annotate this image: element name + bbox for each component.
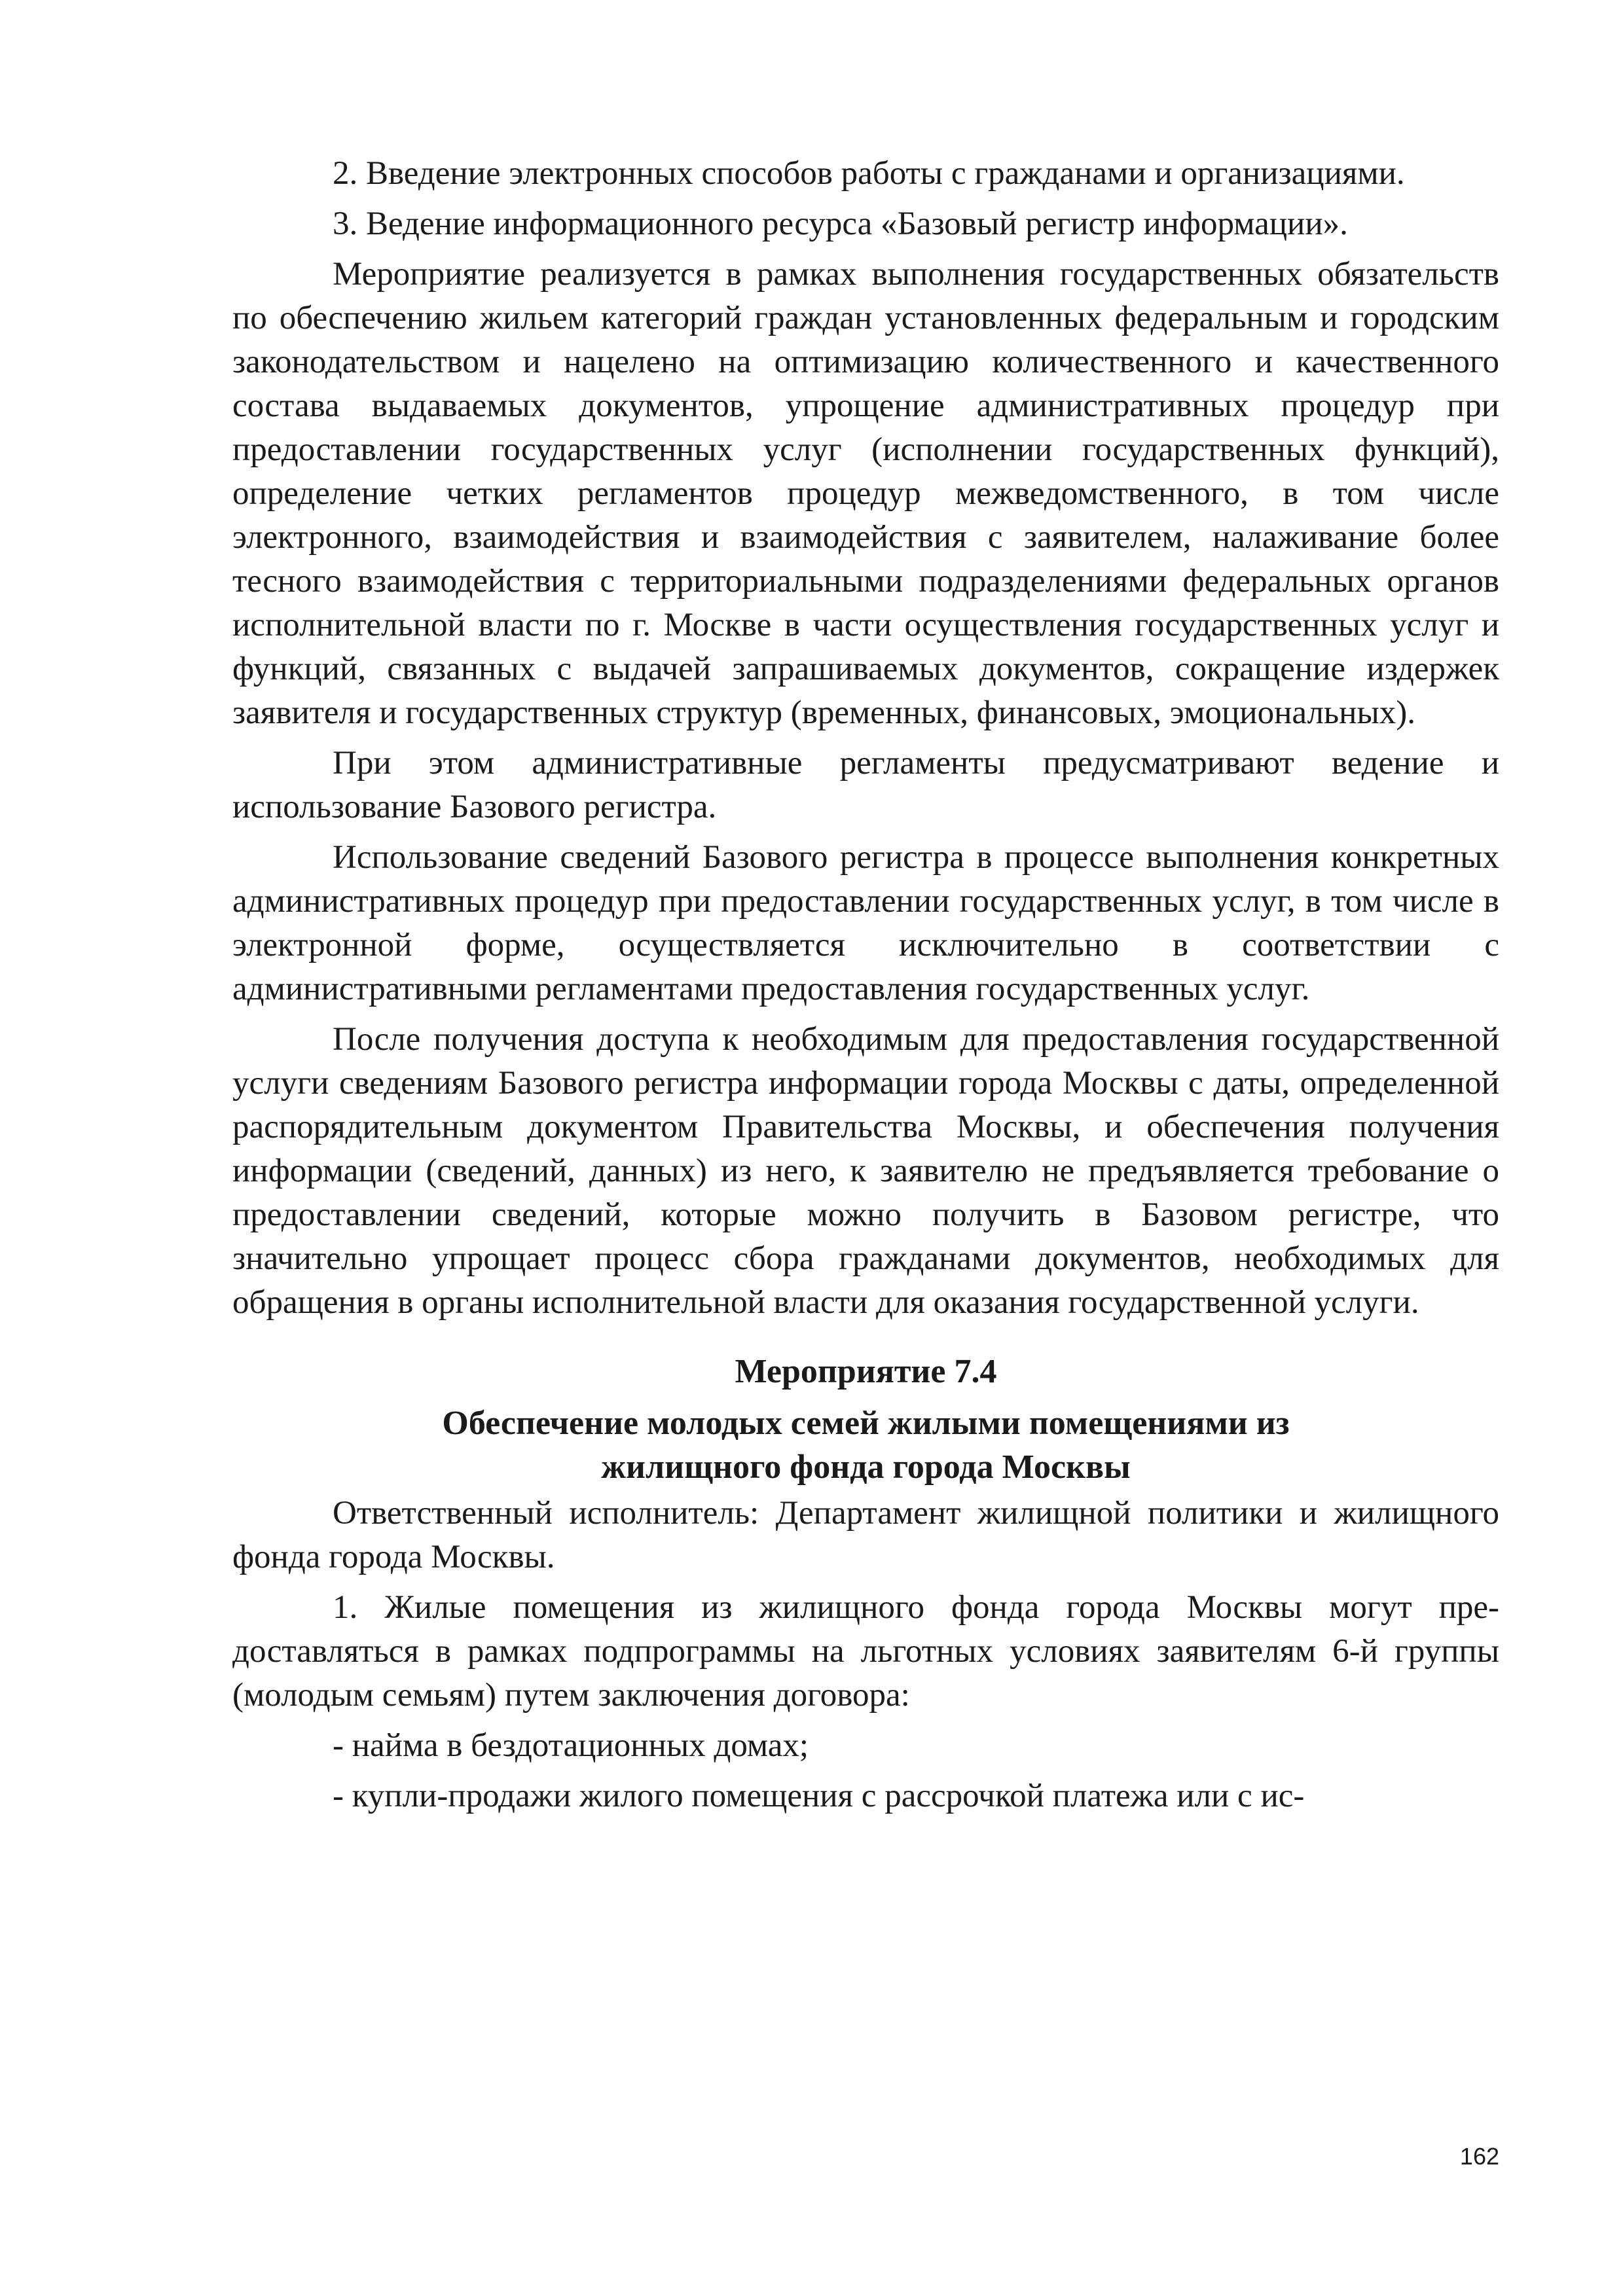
section-subtitle-line-1: Обеспечение молодых семей жилыми помещениями из <box>442 1405 1290 1442</box>
section-subtitle <box>232 1401 1499 1489</box>
paragraph-access: После получения доступа к необходимым для предоставления государственной услуги сведениям Базового регистра информации города Москвы с даты, определенной распорядительным документом Правительства Москвы, и обеспечения получения информации (сведений, данных) из него, к заявителю не предъявляется требование о предоставлении сведений, которые можно получить в Базовом регистре, что значительно упрощает процесс сбора гражданами документов, необходимых для обращения в органы исполнительной власти для оказания государственной услуги. <box>232 1021 1499 1321</box>
section-title: Мероприятие 7.4 <box>735 1353 997 1390</box>
paragraph-regulations: При этом административные регламенты предусматривают ведение и использование Базового регистра. <box>232 745 1499 825</box>
section-subtitle-line-2: жилищного фонда города Москвы <box>601 1448 1131 1486</box>
paragraph-responsible: Ответственный исполнитель: Департамент жилищной политики и жилищного фонда города Москвы. <box>232 1495 1499 1575</box>
document-page <box>232 152 1499 1825</box>
paragraph-register-usage: Использование сведений Базового регистра в процессе выполнения конкретных административных процедур при предоставлении государственных услуг, в том числе в электронной форме, осуществляется исключительно в соответствии с административными регламентами предоставления государственных услуг. <box>232 839 1499 1007</box>
list-item-lease: - найма в бездотационных домах; <box>333 1727 809 1764</box>
paragraph-item-3: 3. Ведение информационного ресурса «Базовый регистр информации». <box>333 206 1348 242</box>
page-number: 162 <box>1459 2143 1499 2170</box>
list-item-purchase: - купли-продажи жилого помещения с рассрочкой платежа или с ис- <box>333 1778 1305 1814</box>
paragraph-measure-description: Мероприятие реализуется в рамках выполнения государственных обязательств по обеспечению жильем категорий граждан установленных федеральным и городским законодательством и нацелено на оптимизацию количественного и качественного состава выдаваемых документов, упрощение административных процедур при предоставлении государственных услуг (исполнении государственных функций), определение четких регламентов процедур межведомственного, в том числе электронного, взаимодействия и взаимодействия с заявителем, налаживание более тесного взаимодействия с территориальными подразделениями федеральных органов исполнительной власти по г. Москве в части осуществления государственных услуг и функций, связанных с выдачей запрашиваемых документов, сокращение издержек заявителя и государственных структур (временных, финансовых, эмоциональных). <box>232 256 1499 731</box>
paragraph-item-1: 1. Жилые помещения из жилищного фонда города Москвы могут предоставляться в рамках подпрограммы на льготных условиях заявителям 6-й группы (молодым семьям) путем заключения договора: <box>232 1589 1499 1713</box>
paragraph-item-2: 2. Введение электронных способов работы с гражданами и организациями. <box>333 155 1405 192</box>
